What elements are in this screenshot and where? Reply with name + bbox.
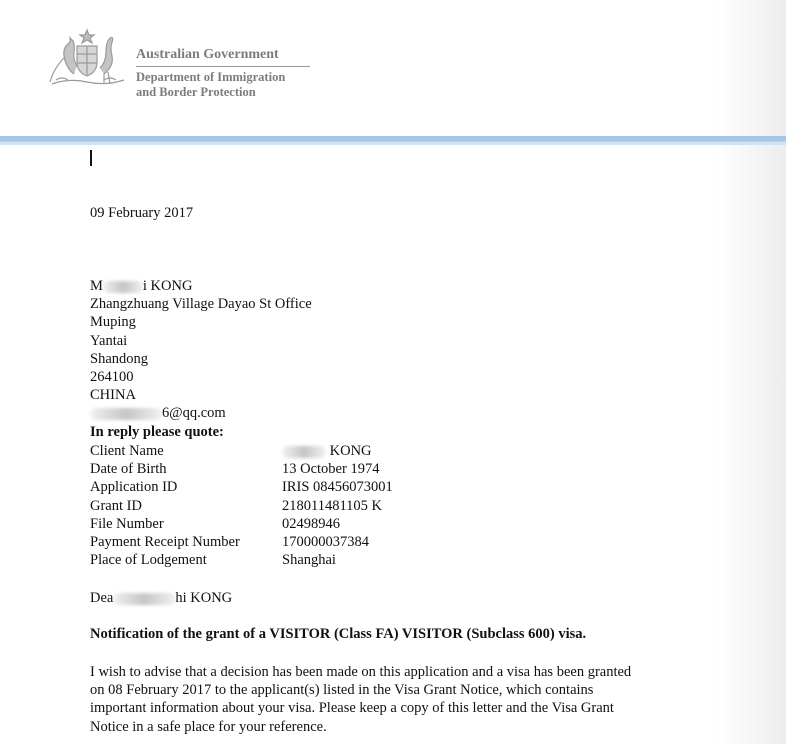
detail-row bbox=[90, 442, 393, 460]
detail-value: 218011481105 K bbox=[282, 497, 383, 514]
detail-row bbox=[90, 497, 393, 515]
detail-value: 13 October 1974 bbox=[282, 461, 380, 478]
address-line: Shandong bbox=[90, 350, 148, 367]
detail-label: Date of Birth bbox=[90, 461, 167, 478]
detail-row bbox=[90, 460, 393, 478]
detail-row bbox=[90, 533, 393, 551]
detail-label: Application ID bbox=[90, 479, 178, 496]
detail-value: KONG bbox=[282, 442, 372, 460]
redaction-blur bbox=[103, 281, 143, 293]
reply-heading: In reply please quote: bbox=[90, 424, 224, 440]
body-line: Notice in a safe place for your reference. bbox=[90, 718, 327, 735]
address-line: CHINA bbox=[90, 387, 136, 404]
notification-heading: Notification of the grant of a VISITOR (Class FA) VISITOR (Subclass 600) visa. bbox=[90, 626, 587, 642]
detail-value: IRIS 08456073001 bbox=[282, 479, 393, 496]
detail-label: Place of Lodgement bbox=[90, 552, 207, 569]
detail-row bbox=[90, 515, 393, 533]
address-line: 264100 bbox=[90, 368, 134, 385]
recipient-name: M i KONG bbox=[90, 278, 193, 294]
government-name: Australian Government bbox=[136, 47, 279, 62]
detail-label: Grant ID bbox=[90, 497, 142, 514]
coat-of-arms-icon bbox=[44, 28, 130, 90]
detail-value: Shanghai bbox=[282, 552, 336, 569]
address-line: Yantai bbox=[90, 332, 128, 349]
letterhead-divider bbox=[136, 66, 310, 67]
redaction-blur bbox=[90, 408, 162, 420]
detail-label: Client Name bbox=[90, 443, 164, 459]
body-line: important information about your visa. Please keep a copy of this letter and the Visa Grant bbox=[90, 700, 614, 717]
body-line: on 08 February 2017 to the applicant(s) listed in the Visa Grant Notice, which contains bbox=[90, 682, 594, 699]
details-table bbox=[90, 442, 393, 569]
letterhead bbox=[136, 46, 310, 100]
department-name-line2: and Border Protection bbox=[136, 85, 256, 99]
address-line: Muping bbox=[90, 314, 136, 331]
detail-row bbox=[90, 478, 393, 496]
detail-value: 02498946 bbox=[282, 515, 340, 532]
body-line: I wish to advise that a decision has been made on this application and a visa has been granted bbox=[90, 664, 632, 680]
text-cursor[interactable] bbox=[90, 150, 92, 166]
recipient-address bbox=[90, 277, 312, 423]
detail-row bbox=[90, 551, 393, 569]
salutation: Dea hi KONG bbox=[90, 590, 233, 606]
address-line: Zhangzhuang Village Dayao St Office bbox=[90, 296, 312, 313]
redaction-blur bbox=[113, 593, 175, 605]
detail-label: File Number bbox=[90, 515, 164, 532]
detail-label: Payment Receipt Number bbox=[90, 533, 240, 550]
letter-date: 09 February 2017 bbox=[90, 205, 194, 221]
department-name-line1: Department of Immigration bbox=[136, 70, 286, 84]
recipient-email: 6@qq.com bbox=[90, 404, 312, 422]
body-paragraph bbox=[90, 663, 710, 736]
header-band bbox=[0, 136, 786, 145]
detail-value: 170000037384 bbox=[282, 533, 369, 550]
redaction-blur bbox=[282, 446, 326, 458]
